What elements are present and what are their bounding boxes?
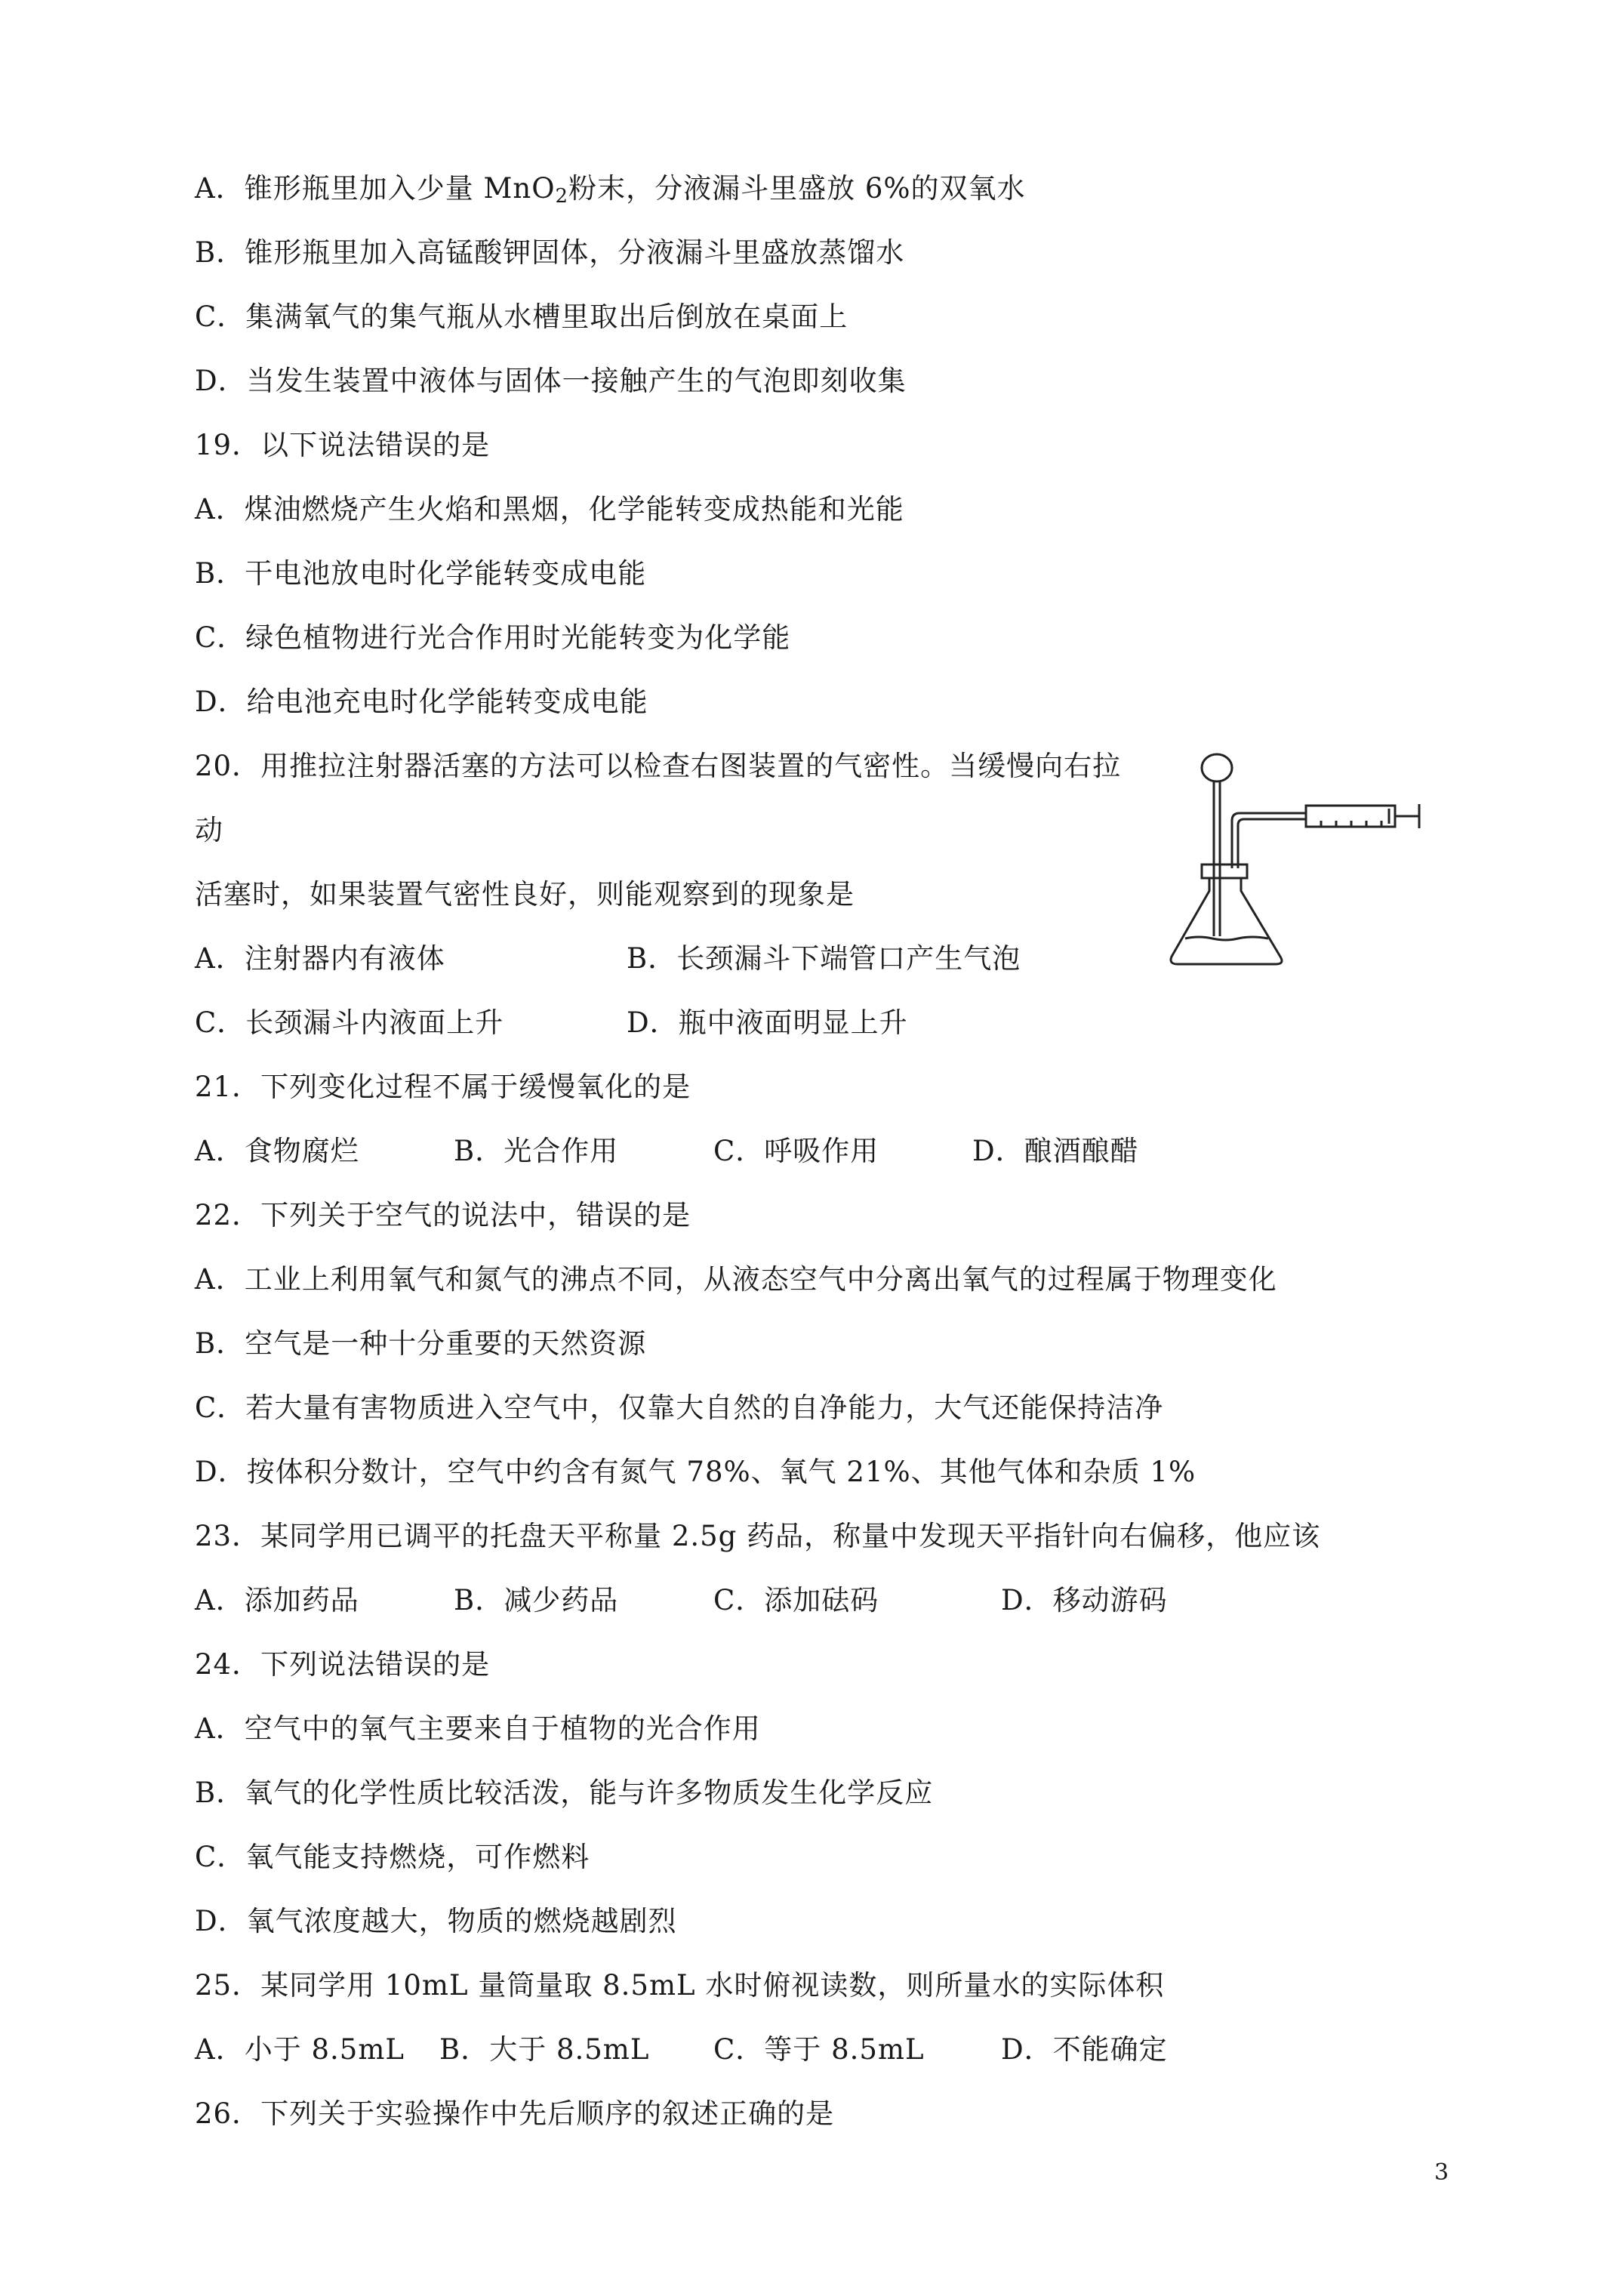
q25-option-d: D．不能确定 [1001, 2033, 1168, 2066]
q23-option-d: D．移动游码 [1001, 1584, 1168, 1616]
q25-stem: 25．某同学用 10mL 量筒量取 8.5mL 水时俯视读数，则所量水的实际体积 [195, 1969, 1165, 2002]
q18-option-b: B．锥形瓶里加入高锰酸钾固体，分液漏斗里盛放蒸馏水 [195, 236, 905, 269]
q21-option-d: D．酿酒酿醋 [972, 1135, 1139, 1167]
q25-option-b: B．大于 8.5mL [439, 2033, 650, 2066]
q19-option-b: B．干电池放电时化学能转变成电能 [195, 557, 647, 590]
q22-option-c: C．若大量有害物质进入空气中，仅靠大自然的自净能力，大气还能保持洁净 [195, 1391, 1164, 1424]
q19-option-d: D．给电池充电时化学能转变成电能 [195, 686, 648, 718]
q19-option-c: C．绿色植物进行光合作用时光能转变为化学能 [195, 621, 791, 654]
q24-option-b: B．氧气的化学性质比较活泼，能与许多物质发生化学反应 [195, 1777, 934, 1809]
q20-stem-line2: 动 [195, 814, 223, 846]
q25-option-a: A．小于 8.5mL [195, 2033, 405, 2066]
q18-option-d: D．当发生装置中液体与固体一接触产生的气泡即刻收集 [195, 365, 907, 397]
q25-option-c: C．等于 8.5mL [713, 2033, 925, 2066]
q19-option-a: A．煤油燃烧产生火焰和黑烟，化学能转变成热能和光能 [195, 493, 904, 525]
q18-option-a: A．锥形瓶里加入少量 MnO$_2$粉末，分液漏斗里盛放 6%的双氧水 [195, 172, 1026, 208]
q21-option-c: C．呼吸作用 [713, 1135, 879, 1167]
q24-option-d: D．氧气浓度越大，物质的燃烧越剧烈 [195, 1905, 677, 1937]
q21-option-a: A．食物腐烂 [195, 1135, 359, 1167]
q26-stem: 26．下列关于实验操作中先后顺序的叙述正确的是 [195, 2097, 835, 2130]
q19-stem: 19．以下说法错误的是 [195, 429, 491, 461]
q22-stem: 22．下列关于空气的说法中，错误的是 [195, 1199, 691, 1231]
q21-stem: 21．下列变化过程不属于缓慢氧化的是 [195, 1071, 691, 1103]
apparatus-flask-syringe-icon [1163, 751, 1434, 970]
q24-option-a: A．空气中的氧气主要来自于植物的光合作用 [195, 1712, 761, 1745]
q23-option-a: A．添加药品 [195, 1584, 359, 1616]
q20-stem-line3: 活塞时，如果装置气密性良好，则能观察到的现象是 [195, 878, 855, 911]
q24-option-c: C．氧气能支持燃烧，可作燃料 [195, 1841, 590, 1873]
q23-stem: 23．某同学用已调平的托盘天平称量 2.5g 药品，称量中发现天平指针向右偏移，他应该 [195, 1520, 1321, 1552]
q20-option-c: C．长颈漏斗内液面上升 [195, 1006, 504, 1039]
q23-option-c: C．添加砝码 [713, 1584, 879, 1616]
q24-stem: 24．下列说法错误的是 [195, 1648, 491, 1681]
q22-option-d: D．按体积分数计，空气中约含有氮气 78%、氧气 21%、其他气体和杂质 1% [195, 1456, 1196, 1488]
q20-stem-line1: 20．用推拉注射器活塞的方法可以检查右图装置的气密性。当缓慢向右拉 [195, 750, 1122, 782]
q22-option-b: B．空气是一种十分重要的天然资源 [195, 1327, 647, 1360]
q20-option-a: A．注射器内有液体 [195, 942, 445, 975]
page-number: 3 [1434, 2159, 1449, 2186]
q18-option-c: C．集满氧气的集气瓶从水槽里取出后倒放在桌面上 [195, 300, 848, 333]
q20-option-d: D．瓶中液面明显上升 [627, 1006, 908, 1039]
q22-option-a: A．工业上利用氧气和氮气的沸点不同，从液态空气中分离出氧气的过程属于物理变化 [195, 1263, 1277, 1296]
q20-option-b: B．长颈漏斗下端管口产生气泡 [627, 942, 1021, 975]
q23-option-b: B．减少药品 [454, 1584, 619, 1616]
q21-option-b: B．光合作用 [454, 1135, 619, 1167]
